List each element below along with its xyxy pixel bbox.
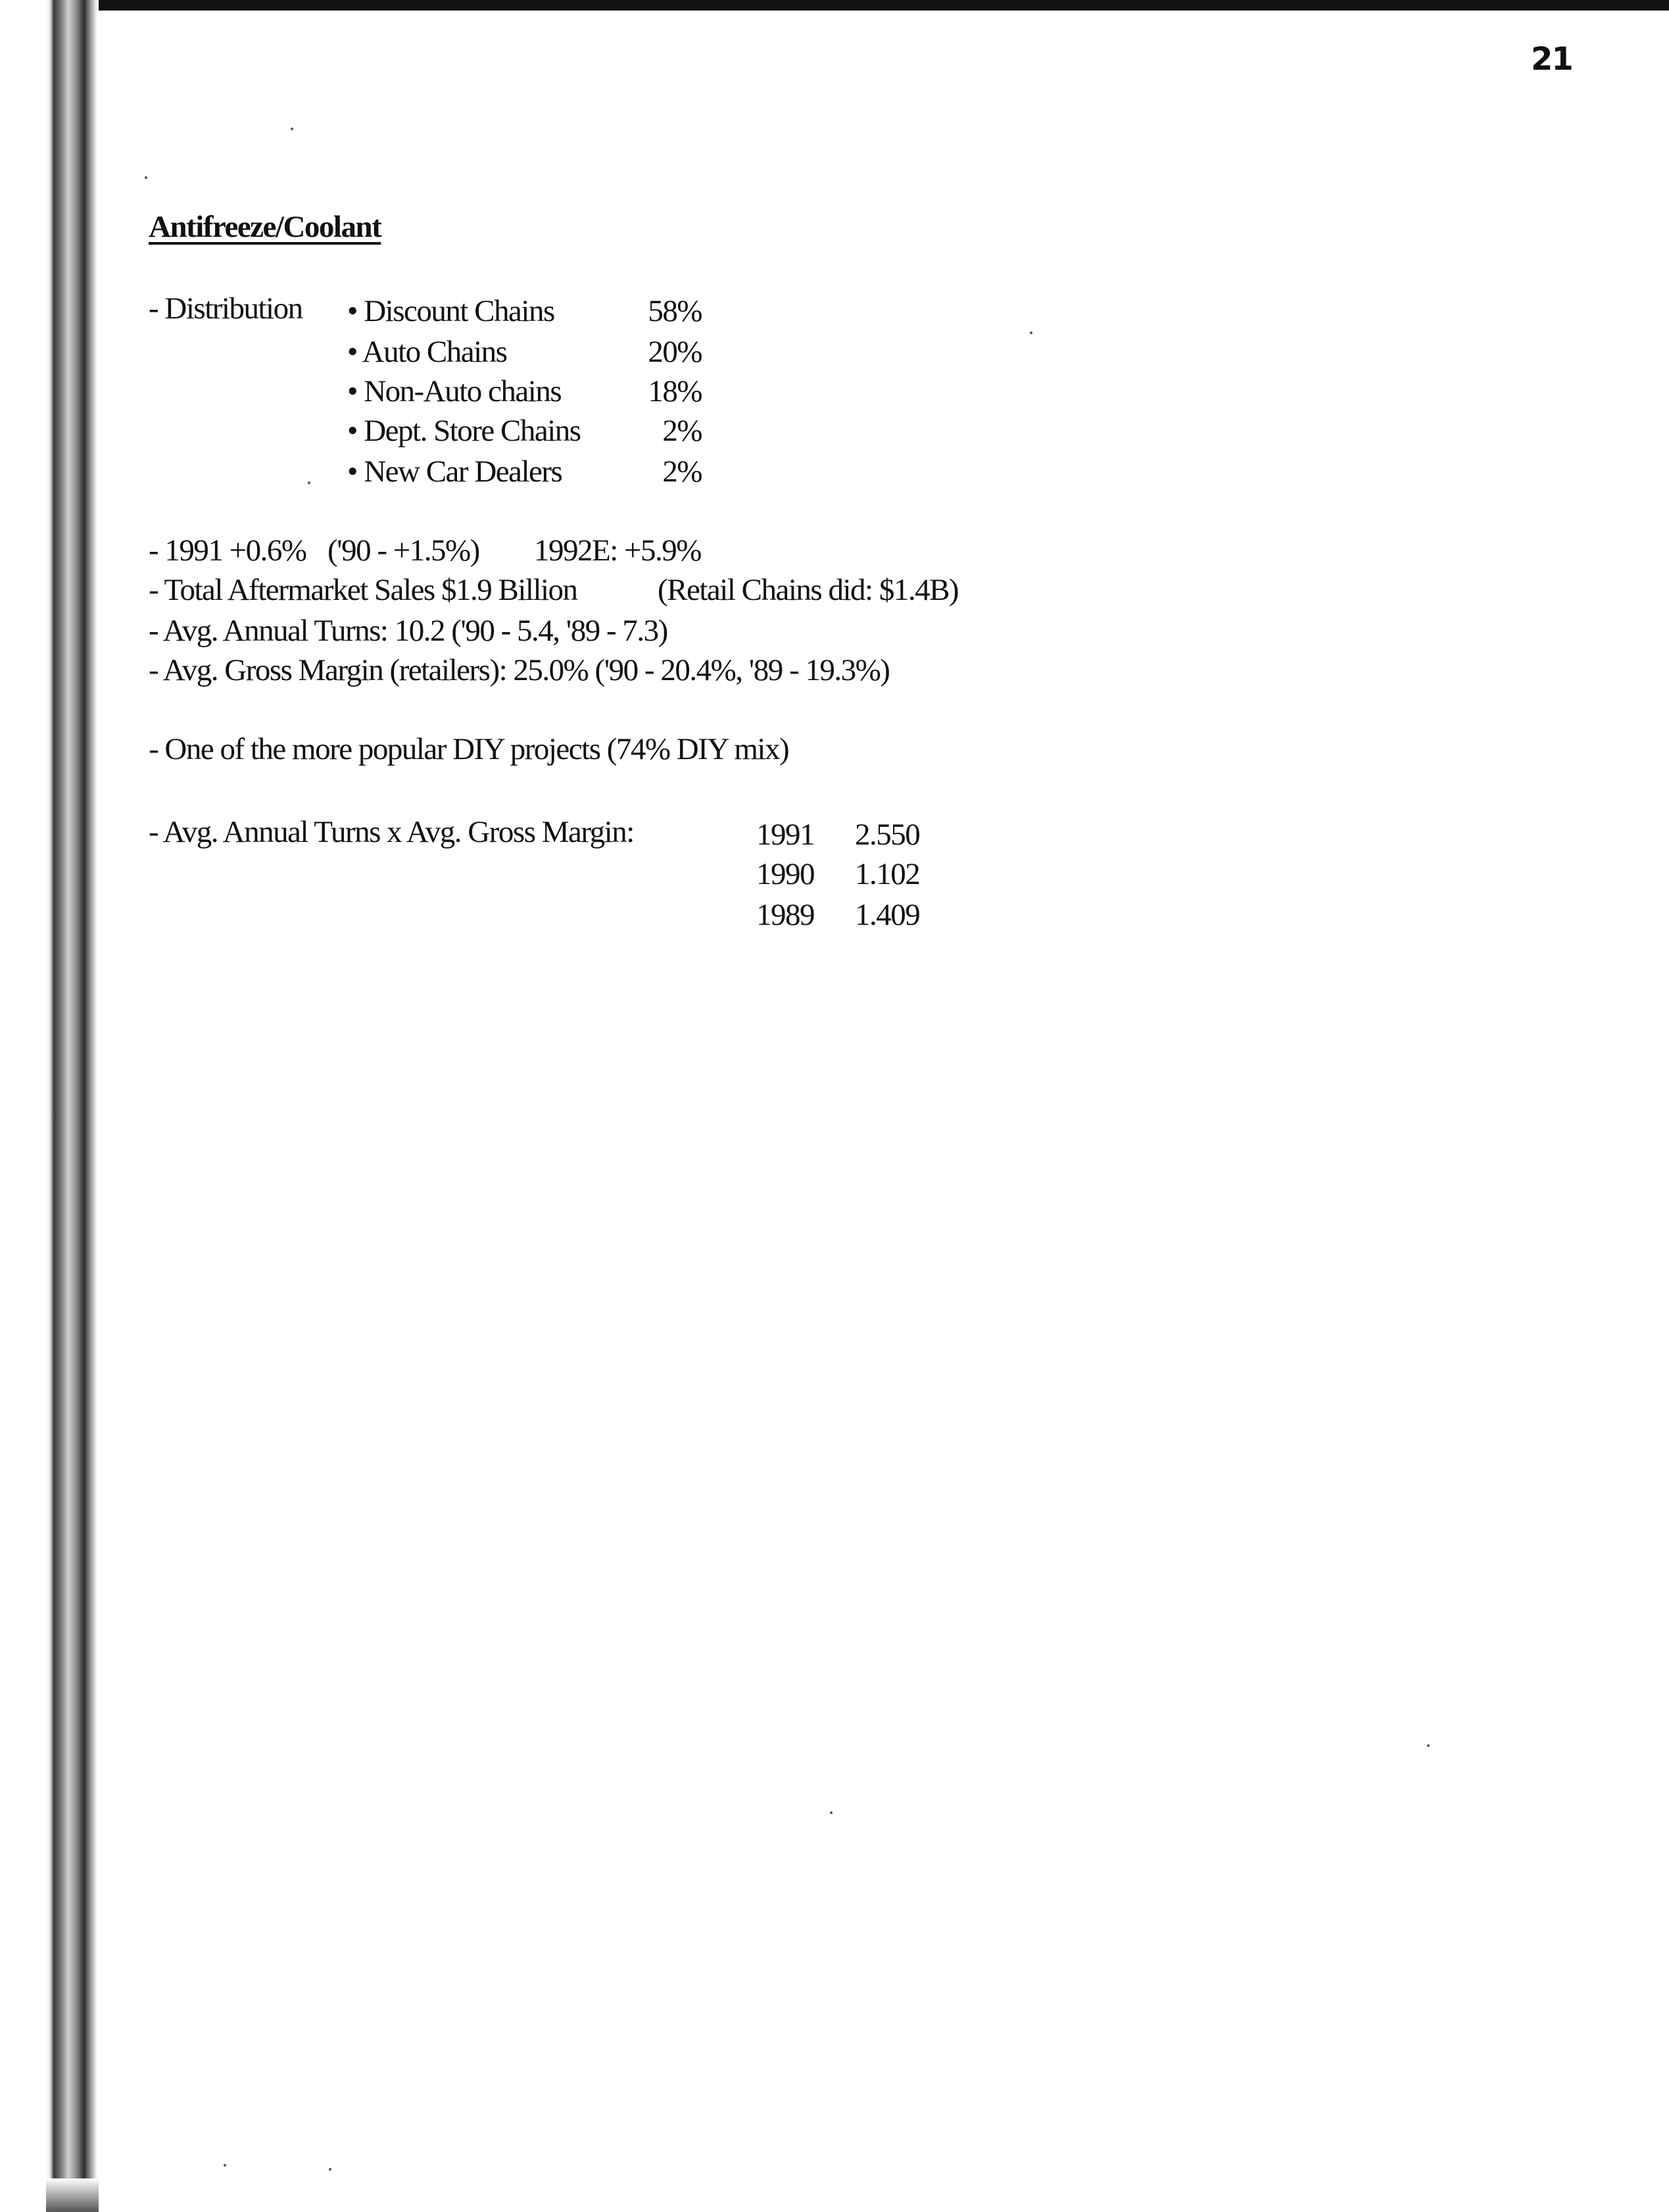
speck xyxy=(1427,1744,1430,1747)
distribution-label: - Distribution xyxy=(149,291,302,326)
turns-x-margin-value: 2.550 xyxy=(855,818,920,852)
growth-line: - 1991 +0.6% xyxy=(149,533,306,568)
distribution-item: • Dept. Store Chains xyxy=(347,414,581,448)
distribution-item: • Discount Chains xyxy=(347,294,554,328)
distribution-item-name: Non-Auto chains xyxy=(364,374,562,408)
aftermarket-sales: - Total Aftermarket Sales $1.9 Billion xyxy=(149,573,577,607)
speck xyxy=(145,176,147,179)
distribution-item-pct: 2% xyxy=(662,455,702,489)
retail-chains-sales: (Retail Chains did: $1.4B) xyxy=(658,573,959,607)
distribution-item-name: Discount Chains xyxy=(364,294,554,328)
speck xyxy=(224,2164,226,2167)
page-title: Antifreeze/Coolant xyxy=(149,210,381,244)
distribution-item-name: Dept. Store Chains xyxy=(364,414,581,448)
binding-corner xyxy=(46,2178,99,2212)
page-number: 21 xyxy=(1531,41,1572,78)
distribution-item-pct: 2% xyxy=(662,414,702,448)
distribution-item-pct: 20% xyxy=(648,335,702,369)
speck xyxy=(308,481,310,484)
distribution-item-pct: 18% xyxy=(648,374,702,408)
turns-x-margin-year: 1990 xyxy=(756,857,814,891)
annual-turns: - Avg. Annual Turns: 10.2 ('90 - 5.4, '89 - 7.3) xyxy=(149,614,667,648)
growth-prior-year: ('90 - +1.5%) xyxy=(327,533,479,568)
distribution-item: • New Car Dealers xyxy=(347,455,562,489)
distribution-item-pct: 58% xyxy=(648,294,702,328)
speck xyxy=(329,2168,331,2171)
distribution-item: • Non-Auto chains xyxy=(347,374,562,408)
turns-x-margin-label: - Avg. Annual Turns x Avg. Gross Margin: xyxy=(149,815,634,849)
distribution-item: • Auto Chains xyxy=(347,335,507,369)
speck xyxy=(291,128,293,130)
binding-edge xyxy=(46,0,97,2212)
distribution-item-name: New Car Dealers xyxy=(364,455,562,489)
turns-x-margin-value: 1.409 xyxy=(855,898,920,932)
page-top-edge xyxy=(99,0,1669,11)
turns-x-margin-value: 1.102 xyxy=(855,857,920,891)
diy-note: - One of the more popular DIY projects (74% DIY mix) xyxy=(149,732,789,766)
gross-margin: - Avg. Gross Margin (retailers): 25.0% ('90 - 20.4%, '89 - 19.3%) xyxy=(149,653,890,687)
speck xyxy=(830,1811,833,1814)
growth-estimate: 1992E: +5.9% xyxy=(534,533,701,568)
distribution-item-name: Auto Chains xyxy=(362,335,507,369)
speck xyxy=(1030,332,1032,334)
turns-x-margin-year: 1991 xyxy=(756,818,814,852)
turns-x-margin-year: 1989 xyxy=(756,898,814,932)
